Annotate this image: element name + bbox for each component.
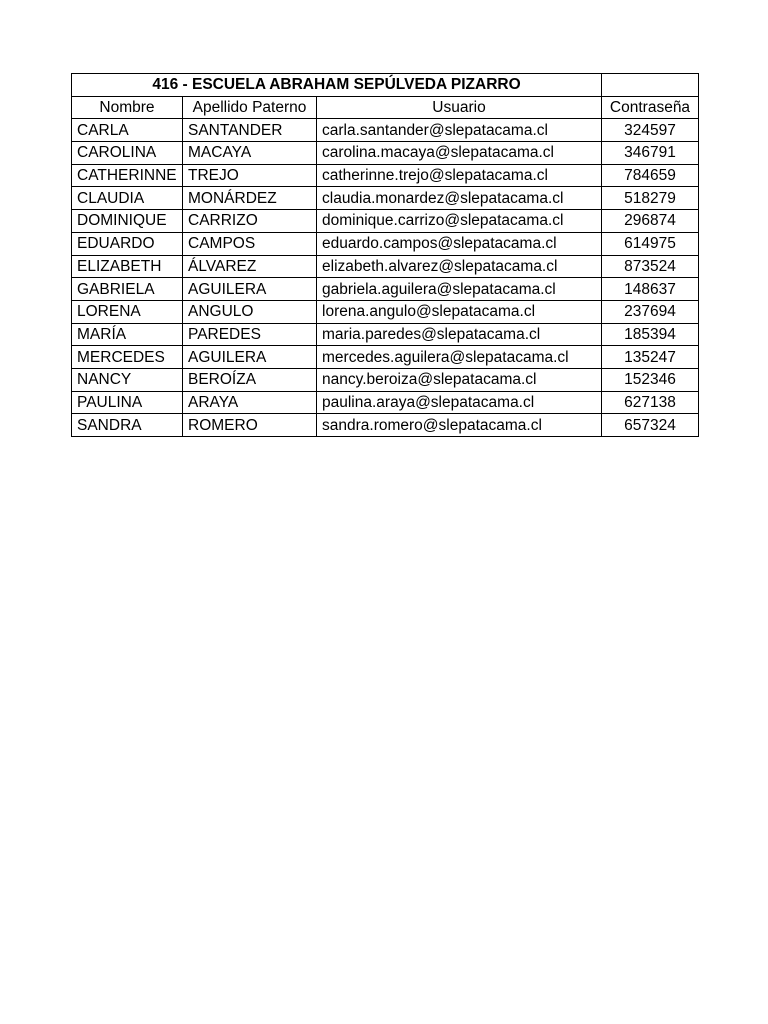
cell-nombre: DOMINIQUE bbox=[72, 210, 183, 233]
cell-usuario: gabriela.aguilera@slepatacama.cl bbox=[317, 278, 602, 301]
header-contrasena: Contraseña bbox=[602, 96, 699, 119]
cell-nombre: CARLA bbox=[72, 119, 183, 142]
table-row bbox=[72, 142, 699, 165]
cell-contrasena: 614975 bbox=[602, 232, 699, 255]
header-row bbox=[72, 96, 699, 119]
cell-nombre: SANDRA bbox=[72, 414, 183, 437]
cell-contrasena: 627138 bbox=[602, 391, 699, 414]
user-table bbox=[71, 73, 699, 437]
cell-nombre: CLAUDIA bbox=[72, 187, 183, 210]
cell-usuario: carolina.macaya@slepatacama.cl bbox=[317, 142, 602, 165]
cell-nombre: ELIZABETH bbox=[72, 255, 183, 278]
cell-contrasena: 237694 bbox=[602, 300, 699, 323]
header-apellido-paterno: Apellido Paterno bbox=[183, 96, 317, 119]
cell-apellido-paterno: MACAYA bbox=[183, 142, 317, 165]
table-row bbox=[72, 119, 699, 142]
table-row bbox=[72, 300, 699, 323]
cell-usuario: catherinne.trejo@slepatacama.cl bbox=[317, 164, 602, 187]
cell-contrasena: 784659 bbox=[602, 164, 699, 187]
table-row bbox=[72, 187, 699, 210]
cell-contrasena: 873524 bbox=[602, 255, 699, 278]
cell-contrasena: 135247 bbox=[602, 346, 699, 369]
table-row bbox=[72, 255, 699, 278]
cell-contrasena: 518279 bbox=[602, 187, 699, 210]
cell-usuario: mercedes.aguilera@slepatacama.cl bbox=[317, 346, 602, 369]
cell-usuario: eduardo.campos@slepatacama.cl bbox=[317, 232, 602, 255]
cell-nombre: EDUARDO bbox=[72, 232, 183, 255]
cell-usuario: nancy.beroiza@slepatacama.cl bbox=[317, 368, 602, 391]
cell-contrasena: 657324 bbox=[602, 414, 699, 437]
header-usuario: Usuario bbox=[317, 96, 602, 119]
cell-apellido-paterno: ANGULO bbox=[183, 300, 317, 323]
cell-apellido-paterno: CAMPOS bbox=[183, 232, 317, 255]
cell-usuario: carla.santander@slepatacama.cl bbox=[317, 119, 602, 142]
cell-nombre: GABRIELA bbox=[72, 278, 183, 301]
cell-usuario: paulina.araya@slepatacama.cl bbox=[317, 391, 602, 414]
header-nombre: Nombre bbox=[72, 96, 183, 119]
cell-apellido-paterno: TREJO bbox=[183, 164, 317, 187]
cell-nombre: NANCY bbox=[72, 368, 183, 391]
cell-usuario: sandra.romero@slepatacama.cl bbox=[317, 414, 602, 437]
school-title: 416 - ESCUELA ABRAHAM SEPÚLVEDA PIZARRO bbox=[72, 74, 602, 97]
cell-apellido-paterno: PAREDES bbox=[183, 323, 317, 346]
table-row bbox=[72, 391, 699, 414]
cell-apellido-paterno: SANTANDER bbox=[183, 119, 317, 142]
cell-contrasena: 346791 bbox=[602, 142, 699, 165]
cell-usuario: elizabeth.alvarez@slepatacama.cl bbox=[317, 255, 602, 278]
cell-contrasena: 185394 bbox=[602, 323, 699, 346]
table-row bbox=[72, 164, 699, 187]
cell-nombre: CATHERINNE bbox=[72, 164, 183, 187]
cell-nombre: CAROLINA bbox=[72, 142, 183, 165]
cell-apellido-paterno: BEROÍZA bbox=[183, 368, 317, 391]
empty-title-cell bbox=[602, 74, 699, 97]
cell-apellido-paterno: CARRIZO bbox=[183, 210, 317, 233]
table-row bbox=[72, 414, 699, 437]
cell-nombre: PAULINA bbox=[72, 391, 183, 414]
cell-apellido-paterno: ROMERO bbox=[183, 414, 317, 437]
table-row bbox=[72, 232, 699, 255]
cell-nombre: MERCEDES bbox=[72, 346, 183, 369]
table-row bbox=[72, 210, 699, 233]
title-row bbox=[72, 74, 699, 97]
table-row bbox=[72, 368, 699, 391]
table-row bbox=[72, 346, 699, 369]
cell-usuario: dominique.carrizo@slepatacama.cl bbox=[317, 210, 602, 233]
cell-apellido-paterno: MONÁRDEZ bbox=[183, 187, 317, 210]
spreadsheet-page bbox=[71, 73, 699, 437]
cell-usuario: maria.paredes@slepatacama.cl bbox=[317, 323, 602, 346]
table-row bbox=[72, 278, 699, 301]
cell-apellido-paterno: AGUILERA bbox=[183, 278, 317, 301]
cell-contrasena: 296874 bbox=[602, 210, 699, 233]
cell-apellido-paterno: ÁLVAREZ bbox=[183, 255, 317, 278]
cell-contrasena: 148637 bbox=[602, 278, 699, 301]
cell-usuario: lorena.angulo@slepatacama.cl bbox=[317, 300, 602, 323]
table-row bbox=[72, 323, 699, 346]
cell-contrasena: 324597 bbox=[602, 119, 699, 142]
cell-contrasena: 152346 bbox=[602, 368, 699, 391]
cell-nombre: LORENA bbox=[72, 300, 183, 323]
cell-usuario: claudia.monardez@slepatacama.cl bbox=[317, 187, 602, 210]
cell-nombre: MARÍA bbox=[72, 323, 183, 346]
cell-apellido-paterno: AGUILERA bbox=[183, 346, 317, 369]
cell-apellido-paterno: ARAYA bbox=[183, 391, 317, 414]
